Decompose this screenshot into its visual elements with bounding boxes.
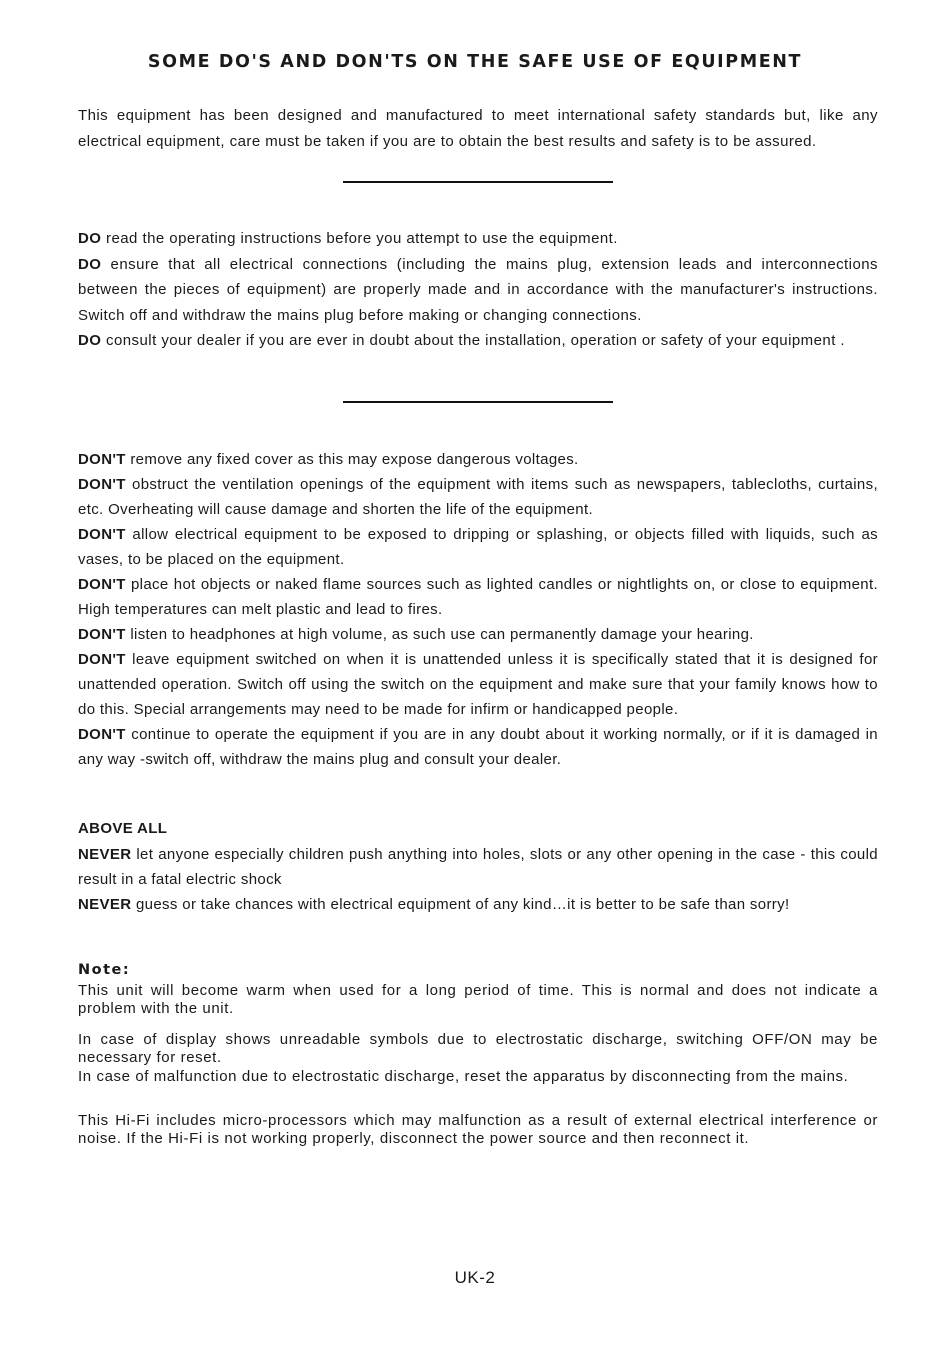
donts-section	[78, 447, 878, 772]
dont-keyword: DON'T	[78, 451, 126, 468]
above-all-section	[78, 816, 878, 917]
never-keyword: NEVER	[78, 846, 132, 863]
dont-text: remove any fixed cover as this may expose dangerous voltages.	[125, 451, 579, 468]
dont-text: listen to headphones at high volume, as such use can permanently damage your hearing.	[125, 626, 754, 643]
do-keyword: DO	[78, 230, 102, 247]
note-paragraph	[78, 982, 878, 1018]
dont-keyword: DON'T	[78, 626, 126, 643]
note-text: In case of display shows unreadable symbols due to electrostatic discharge, switching OFF/ON may be necessary for reset.	[78, 1031, 878, 1066]
page-title: SOME DO'S AND DON'TS ON THE SAFE USE OF EQUIPMENT	[147, 52, 803, 72]
page-number: UK-2	[454, 1268, 496, 1287]
dont-item	[78, 447, 878, 472]
dont-keyword: DON'T	[78, 651, 126, 668]
intro-paragraph: This equipment has been designed and manufactured to meet international safety standards but, like any electrical equipment, care must be taken if you are to obtain the best results and safety is to be assured.	[78, 107, 878, 150]
note-paragraph	[78, 1068, 878, 1086]
dont-item	[78, 722, 878, 772]
never-item	[78, 842, 878, 892]
do-text: ensure that all electrical connections (including the mains plug, extension leads and interconnections between the pieces of equipment) are properly made and in accordance with the manufacturer's instructions. Switch off and withdraw the mains plug before making or changing connections.	[78, 255, 878, 324]
dont-keyword: DON'T	[78, 726, 126, 743]
dont-keyword: DON'T	[78, 576, 126, 593]
dont-item	[78, 522, 878, 572]
section-divider	[343, 181, 613, 183]
do-item	[78, 252, 878, 329]
note-text: This unit will become warm when used for a long period of time. This is normal and does not indicate a problem with the unit.	[78, 982, 878, 1017]
section-divider	[343, 401, 613, 403]
note-label: Note:	[78, 962, 131, 978]
do-item	[78, 328, 878, 354]
do-text: consult your dealer if you are ever in doubt about the installation, operation or safety of your equipment .	[101, 332, 846, 349]
never-text: guess or take chances with electrical equipment of any kind…it is better to be safe than sorry!	[131, 896, 790, 913]
dont-text: obstruct the ventilation openings of the equipment with items such as newspapers, tablecloths, curtains, etc. Overheating will cause damage and shorten the life of the equipment.	[78, 476, 878, 518]
dont-item	[78, 622, 878, 647]
dont-item	[78, 472, 878, 522]
do-text: read the operating instructions before you attempt to use the equipment.	[101, 230, 618, 247]
never-text: let anyone especially children push anything into holes, slots or any other opening in the case - this could result in a fatal electric shock	[78, 846, 878, 888]
dont-text: allow electrical equipment to be exposed to dripping or splashing, or objects filled with liquids, such as vases, to be placed on the equipment.	[78, 526, 878, 568]
note-text: This Hi-Fi includes micro-processors which may malfunction as a result of external electrical interference or noise. If the Hi-Fi is not working properly, disconnect the power source and then reconnect it.	[78, 1112, 878, 1147]
note-paragraph	[78, 1031, 878, 1067]
never-item	[78, 892, 878, 917]
dont-text: place hot objects or naked flame sources such as lighted candles or nightlights on, or close to equipment. High temperatures can melt plastic and lead to fires.	[78, 576, 878, 618]
dont-keyword: DON'T	[78, 526, 126, 543]
never-keyword: NEVER	[78, 896, 132, 913]
dont-keyword: DON'T	[78, 476, 126, 493]
dont-text: leave equipment switched on when it is unattended unless it is specifically stated that it is designed for unattended operation. Switch off using the switch on the equipment and make sure that your family knows how to do this. Special arrangements may need to be made for infirm or handicapped people.	[78, 651, 878, 718]
note-text: In case of malfunction due to electrostatic discharge, reset the apparatus by disconnecting from the mains.	[78, 1068, 849, 1085]
dont-text: continue to operate the equipment if you are in any doubt about it working normally, or if it is damaged in any way -switch off, withdraw the mains plug and consult your dealer.	[78, 726, 878, 768]
do-keyword: DO	[78, 255, 102, 273]
do-item	[78, 226, 878, 252]
above-all-heading: ABOVE ALL	[78, 820, 168, 837]
do-keyword: DO	[78, 332, 102, 349]
dont-item	[78, 647, 878, 722]
dos-section	[78, 226, 878, 354]
dont-item	[78, 572, 878, 622]
note-paragraph	[78, 1112, 878, 1148]
intro-section	[78, 103, 878, 155]
